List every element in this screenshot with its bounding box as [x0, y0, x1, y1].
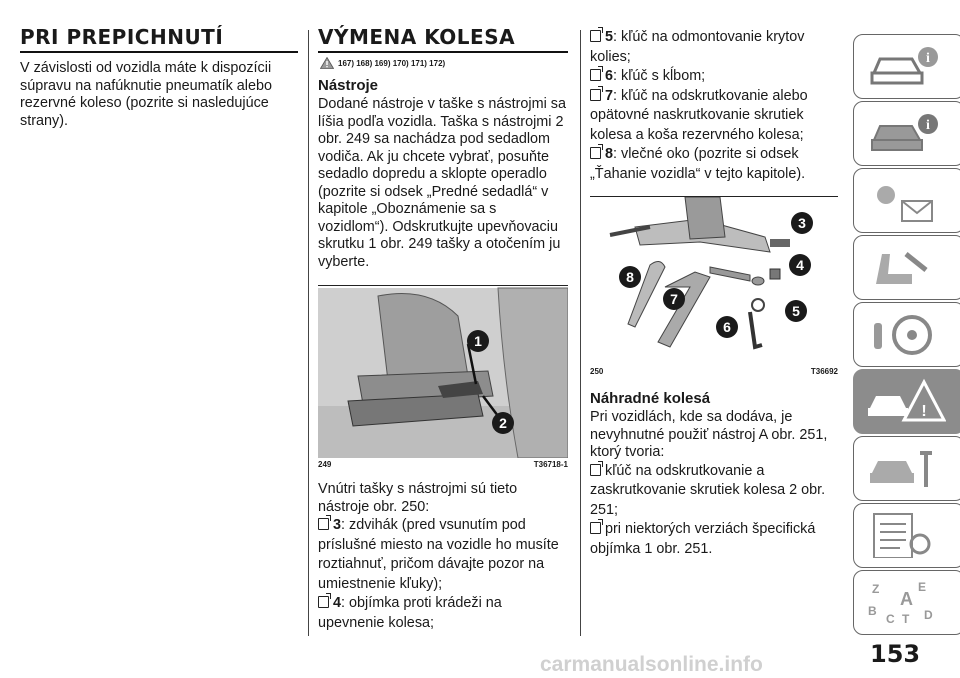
checkbox-bullet-icon — [590, 89, 601, 101]
car-info-icon — [866, 110, 946, 156]
sidebar-tab-warning-lights[interactable] — [853, 168, 960, 233]
section-heading-wheel-change: VÝMENA KOLESA — [318, 26, 568, 53]
svg-text:i: i — [926, 118, 930, 133]
item-text: kľúč na odskrutkovanie a zaskrutkovanie skrutiek kolesa 2 obr. 251; — [590, 462, 826, 518]
sidebar-tab-maintenance[interactable] — [853, 436, 960, 501]
item-number: 8 — [605, 146, 614, 162]
car-crash-warning-icon — [866, 378, 946, 424]
item-text: pri niektorých verziách špecifická objímka 1 obr. 251. — [590, 521, 816, 557]
sidebar-tab-starting-driving[interactable] — [853, 302, 960, 367]
index-letter: D — [924, 608, 933, 622]
spare-wheels-subheading: Náhradné kolesá — [590, 390, 711, 407]
figure-code: T36692 — [810, 367, 838, 376]
index-letter: C — [886, 612, 895, 625]
spare-wheels-paragraph: Pri vozidlách, kde sa dodáva, je nevyhnutné použiť nástroj A obr. 251, ktorý tvoria: — [590, 409, 828, 460]
figure-number: 250 — [590, 367, 604, 376]
item-text: : kľúč na odmontovanie krytov kolies; — [590, 29, 805, 65]
checkbox-bullet-icon — [318, 518, 329, 530]
index-letter: B — [868, 604, 877, 618]
figure-label-7: 7 — [670, 291, 678, 307]
tools-paragraph: Dodané nástroje v taške s nástrojmi sa líšia podľa vozidla. Taška s nástrojmi 2 obr. 249 sa nachádza pod sedadlom vodiča. Ak ju chcete vybrať, posuňte sedadlo dopredu a sklopte operadlo (pozrite si odsek „Predné sedadlá“ v kapitole „Oboznámenie sa s vozidlom“). Odskrutkujte upevňovaciu skrutku 1 obr. 249 tašky a otočením ju vyberte. — [318, 96, 566, 270]
sidebar-tab-index[interactable] — [853, 570, 960, 635]
item-number: 3 — [333, 517, 342, 533]
checkbox-bullet-icon — [318, 596, 329, 608]
list-item — [318, 594, 568, 633]
figure-caption — [318, 458, 568, 469]
sidebar-tab-car-info[interactable] — [853, 34, 960, 99]
figure-249 — [318, 285, 568, 469]
figure-label-6: 6 — [723, 319, 731, 335]
list-item — [318, 516, 568, 594]
tools-subheading: Nástroje — [318, 77, 379, 94]
alphabet-index-icon — [866, 579, 946, 625]
item-number: 6 — [605, 68, 614, 84]
airbag-seat-icon — [866, 244, 946, 290]
section-heading-puncture: PRI PREPICHNUTÍ — [20, 26, 298, 53]
item-number: 4 — [333, 595, 342, 611]
checkbox-bullet-icon — [590, 522, 601, 534]
watermark: carmanualsonline.info — [540, 653, 763, 676]
car-info-icon — [866, 43, 946, 89]
item-number: 7 — [605, 87, 614, 104]
figure-250 — [590, 196, 838, 376]
list-item — [590, 145, 838, 184]
list-item — [590, 28, 838, 67]
figure-label-3: 3 — [798, 215, 806, 231]
item-number: 5 — [605, 29, 614, 45]
figure-label-4: 4 — [796, 257, 804, 273]
figure-label-1: 1 — [474, 333, 482, 349]
column-3 — [590, 28, 838, 559]
sidebar-tab-emergency[interactable] — [853, 369, 960, 434]
list-item — [590, 67, 838, 87]
figure-code: T36718-1 — [533, 460, 568, 469]
item-text: : kľúč na odskrutkovanie alebo opätovné naskrutkovanie skrutiek kolesa a koša rezervného kolesa; — [590, 87, 808, 143]
sidebar-tab-car-info-2[interactable] — [853, 101, 960, 166]
warning-triangle-icon — [320, 57, 334, 69]
checkbox-bullet-icon — [590, 464, 601, 476]
column-divider-2 — [580, 30, 581, 636]
column-1 — [20, 26, 298, 130]
index-letter: Z — [872, 582, 880, 596]
svg-text:i: i — [926, 51, 930, 66]
page-number: 153 — [870, 640, 921, 668]
item-text: : objímka proti krádeži na upevnenie kolesa; — [318, 595, 502, 631]
item-text: : vlečné oko (pozrite si odsek „Ťahanie vozidla“ v tejto kapitole). — [590, 146, 806, 182]
list-item — [590, 462, 838, 521]
list-item — [590, 87, 838, 146]
svg-text:!: ! — [921, 403, 927, 420]
column-2 — [318, 26, 568, 633]
sidebar-tab-technical-data[interactable] — [853, 503, 960, 568]
checkbox-bullet-icon — [590, 69, 601, 81]
checkbox-bullet-icon — [590, 30, 601, 42]
index-letter: T — [902, 612, 910, 625]
puncture-paragraph: V závislosti od vozidla máte k dispozícii súpravu na nafúknutie pneumatík alebo rezervné koleso (pozrite si nasledujúce strany). — [20, 60, 273, 129]
seat-toolbag-illustration — [318, 286, 568, 458]
figure-label-8: 8 — [626, 269, 634, 285]
sidebar-tab-safety[interactable] — [853, 235, 960, 300]
car-service-icon — [866, 445, 946, 491]
steering-wheel-key-icon — [866, 311, 946, 357]
index-letter: E — [918, 580, 927, 594]
tools-list-intro: Vnútri tašky s nástrojmi sú tieto nástroje obr. 250: — [318, 481, 518, 515]
figure-number: 249 — [318, 460, 332, 469]
figure-label-2: 2 — [499, 415, 507, 431]
figure-label-5: 5 — [792, 303, 800, 319]
warning-lights-icon — [866, 177, 946, 223]
item-text: : kľúč s kĺbom; — [613, 68, 706, 84]
item-text: : zdvihák (pred vsunutím pod príslušné miesto na vozidle ho musíte roztiahnuť, pričom dávajte pozor na umiestnenie kľuky); — [318, 517, 559, 592]
checkbox-bullet-icon — [590, 147, 601, 159]
warning-refs-text: 167) 168) 169) 170) 171) 172) — [338, 58, 446, 68]
figure-caption — [590, 365, 838, 376]
list-item — [590, 520, 838, 559]
tool-kit-illustration — [590, 197, 838, 365]
column-divider-1 — [308, 30, 309, 636]
warning-refs — [320, 57, 568, 69]
index-letter: A — [900, 589, 913, 609]
list-document-icon — [866, 512, 946, 558]
